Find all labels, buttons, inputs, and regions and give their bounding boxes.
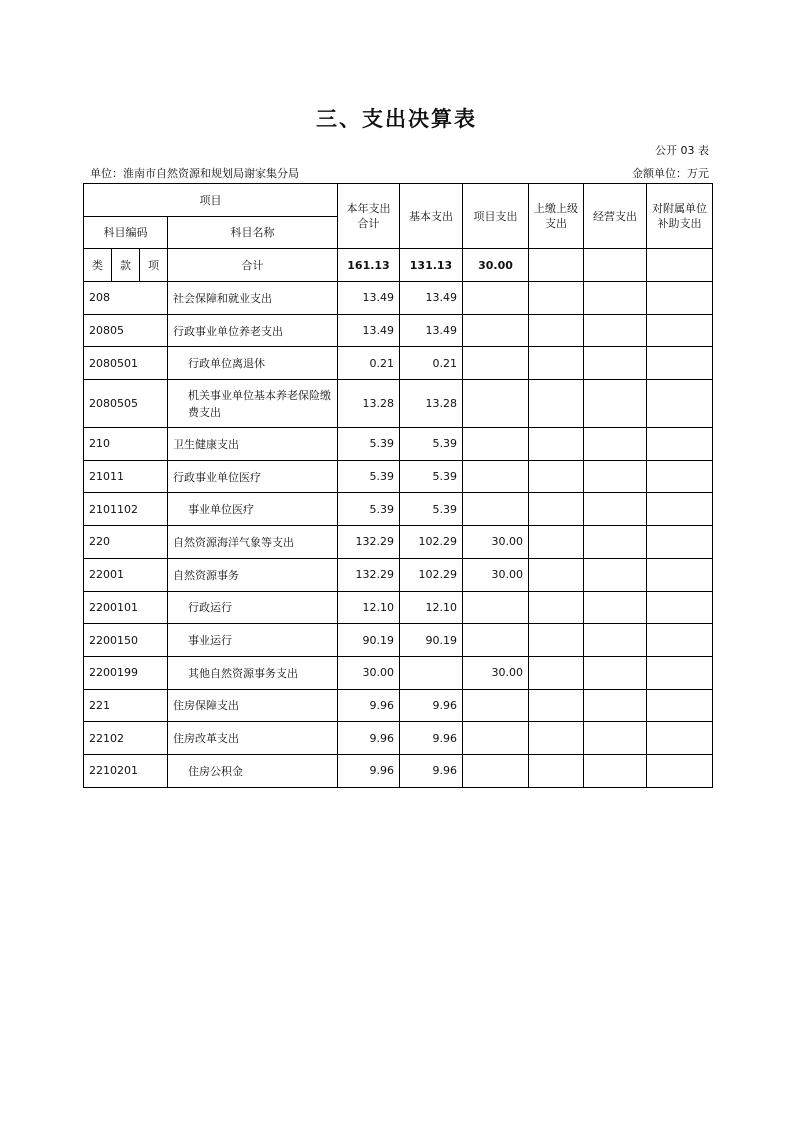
row-business [584, 591, 647, 624]
row-upper [529, 591, 584, 624]
row-subsidy [647, 558, 713, 591]
row-name: 住房保障支出 [168, 689, 338, 722]
row-name: 其他自然资源事务支出 [168, 656, 338, 689]
row-upper [529, 558, 584, 591]
row-basic: 9.96 [400, 754, 463, 787]
row-name: 行政单位离退休 [168, 347, 338, 380]
row-project [463, 754, 529, 787]
total-business [584, 249, 647, 282]
row-project: 30.00 [463, 526, 529, 559]
row-upper [529, 493, 584, 526]
row-basic: 0.21 [400, 347, 463, 380]
row-basic: 13.49 [400, 314, 463, 347]
table-row [84, 526, 713, 559]
row-subsidy [647, 754, 713, 787]
header-subject-code: 科目编码 [84, 217, 168, 249]
row-code: 22102 [84, 722, 168, 755]
row-subsidy [647, 624, 713, 657]
row-code: 221 [84, 689, 168, 722]
total-subsidy [647, 249, 713, 282]
row-subsidy [647, 314, 713, 347]
row-project [463, 460, 529, 493]
row-business [584, 526, 647, 559]
page-title: 三、支出决算表 [316, 106, 477, 131]
row-project [463, 380, 529, 428]
total-upper [529, 249, 584, 282]
row-code: 208 [84, 282, 168, 315]
row-business [584, 314, 647, 347]
row-project [463, 722, 529, 755]
header-kuan: 款 [112, 249, 140, 282]
row-total: 5.39 [338, 428, 400, 461]
row-name: 行政事业单位养老支出 [168, 314, 338, 347]
row-upper [529, 347, 584, 380]
row-subsidy [647, 526, 713, 559]
row-basic: 102.29 [400, 526, 463, 559]
row-subsidy [647, 380, 713, 428]
total-basic: 131.13 [400, 249, 463, 282]
row-upper [529, 722, 584, 755]
row-basic: 90.19 [400, 624, 463, 657]
amount-unit-label: 金额单位：万元 [632, 167, 709, 180]
row-project: 30.00 [463, 656, 529, 689]
row-upper [529, 656, 584, 689]
row-upper [529, 460, 584, 493]
row-subsidy [647, 722, 713, 755]
row-total: 13.49 [338, 314, 400, 347]
table-row [84, 314, 713, 347]
table-row [84, 282, 713, 315]
row-upper [529, 689, 584, 722]
row-total: 5.39 [338, 460, 400, 493]
row-basic: 13.28 [400, 380, 463, 428]
header-project: 项目 [84, 184, 338, 217]
table-row [84, 493, 713, 526]
form-number: 公开 03 表 [655, 144, 709, 157]
unit-label: 单位：淮南市自然资源和规划局谢家集分局 [90, 167, 299, 180]
row-basic: 102.29 [400, 558, 463, 591]
row-upper [529, 624, 584, 657]
row-business [584, 558, 647, 591]
row-code: 20805 [84, 314, 168, 347]
row-subsidy [647, 493, 713, 526]
row-total: 0.21 [338, 347, 400, 380]
row-upper [529, 314, 584, 347]
row-code: 2200101 [84, 591, 168, 624]
row-project [463, 689, 529, 722]
row-total: 9.96 [338, 754, 400, 787]
row-upper [529, 754, 584, 787]
row-total: 30.00 [338, 656, 400, 689]
row-subsidy [647, 689, 713, 722]
row-project [463, 347, 529, 380]
row-name: 卫生健康支出 [168, 428, 338, 461]
table-row [84, 689, 713, 722]
row-business [584, 656, 647, 689]
row-upper [529, 428, 584, 461]
table-row [84, 380, 713, 428]
header-lei: 类 [84, 249, 112, 282]
row-name: 行政事业单位医疗 [168, 460, 338, 493]
row-basic: 9.96 [400, 722, 463, 755]
total-label: 合计 [168, 249, 338, 282]
row-basic: 12.10 [400, 591, 463, 624]
total-amount: 161.13 [338, 249, 400, 282]
expenditure-table [83, 183, 713, 788]
row-total: 5.39 [338, 493, 400, 526]
row-business [584, 689, 647, 722]
table-row [84, 558, 713, 591]
row-name: 自然资源事务 [168, 558, 338, 591]
row-name: 住房公积金 [168, 754, 338, 787]
header-subsidy: 对附属单位补助支出 [647, 184, 713, 249]
table-row [84, 624, 713, 657]
row-code: 2210201 [84, 754, 168, 787]
row-business [584, 282, 647, 315]
header-xiang: 项 [140, 249, 168, 282]
row-upper [529, 380, 584, 428]
row-business [584, 460, 647, 493]
row-business [584, 380, 647, 428]
row-code: 2200150 [84, 624, 168, 657]
row-basic [400, 656, 463, 689]
row-upper [529, 526, 584, 559]
table-row [84, 754, 713, 787]
table-row [84, 428, 713, 461]
table-row [84, 460, 713, 493]
row-subsidy [647, 460, 713, 493]
row-code: 2080505 [84, 380, 168, 428]
row-total: 132.29 [338, 526, 400, 559]
row-subsidy [647, 591, 713, 624]
row-total: 13.49 [338, 282, 400, 315]
row-upper [529, 282, 584, 315]
row-total: 9.96 [338, 689, 400, 722]
row-basic: 5.39 [400, 493, 463, 526]
table-row [84, 591, 713, 624]
row-subsidy [647, 428, 713, 461]
row-business [584, 428, 647, 461]
row-name: 社会保障和就业支出 [168, 282, 338, 315]
row-code: 21011 [84, 460, 168, 493]
row-project [463, 591, 529, 624]
table-row [84, 347, 713, 380]
total-project: 30.00 [463, 249, 529, 282]
row-total: 132.29 [338, 558, 400, 591]
row-subsidy [647, 656, 713, 689]
row-basic: 5.39 [400, 460, 463, 493]
row-total: 9.96 [338, 722, 400, 755]
row-project: 30.00 [463, 558, 529, 591]
row-subsidy [647, 347, 713, 380]
row-basic: 13.49 [400, 282, 463, 315]
header-total: 本年支出合计 [338, 184, 400, 249]
row-business [584, 347, 647, 380]
row-subsidy [647, 282, 713, 315]
row-business [584, 754, 647, 787]
row-business [584, 624, 647, 657]
row-project [463, 624, 529, 657]
table-row [84, 656, 713, 689]
table-row [84, 722, 713, 755]
header-project-exp: 项目支出 [463, 184, 529, 249]
row-basic: 9.96 [400, 689, 463, 722]
row-project [463, 428, 529, 461]
row-project [463, 282, 529, 315]
header-basic: 基本支出 [400, 184, 463, 249]
row-project [463, 493, 529, 526]
row-name: 事业单位医疗 [168, 493, 338, 526]
header-subject-name: 科目名称 [168, 217, 338, 249]
row-name: 行政运行 [168, 591, 338, 624]
row-code: 2200199 [84, 656, 168, 689]
row-name: 事业运行 [168, 624, 338, 657]
row-business [584, 493, 647, 526]
row-total: 12.10 [338, 591, 400, 624]
row-basic: 5.39 [400, 428, 463, 461]
row-total: 90.19 [338, 624, 400, 657]
row-project [463, 314, 529, 347]
header-upper: 上缴上级支出 [529, 184, 584, 249]
row-business [584, 722, 647, 755]
row-code: 22001 [84, 558, 168, 591]
row-code: 220 [84, 526, 168, 559]
row-name: 住房改革支出 [168, 722, 338, 755]
row-name: 自然资源海洋气象等支出 [168, 526, 338, 559]
header-business: 经营支出 [584, 184, 647, 249]
row-total: 13.28 [338, 380, 400, 428]
row-code: 210 [84, 428, 168, 461]
row-code: 2080501 [84, 347, 168, 380]
row-code: 2101102 [84, 493, 168, 526]
row-name: 机关事业单位基本养老保险缴费支出 [168, 380, 338, 428]
